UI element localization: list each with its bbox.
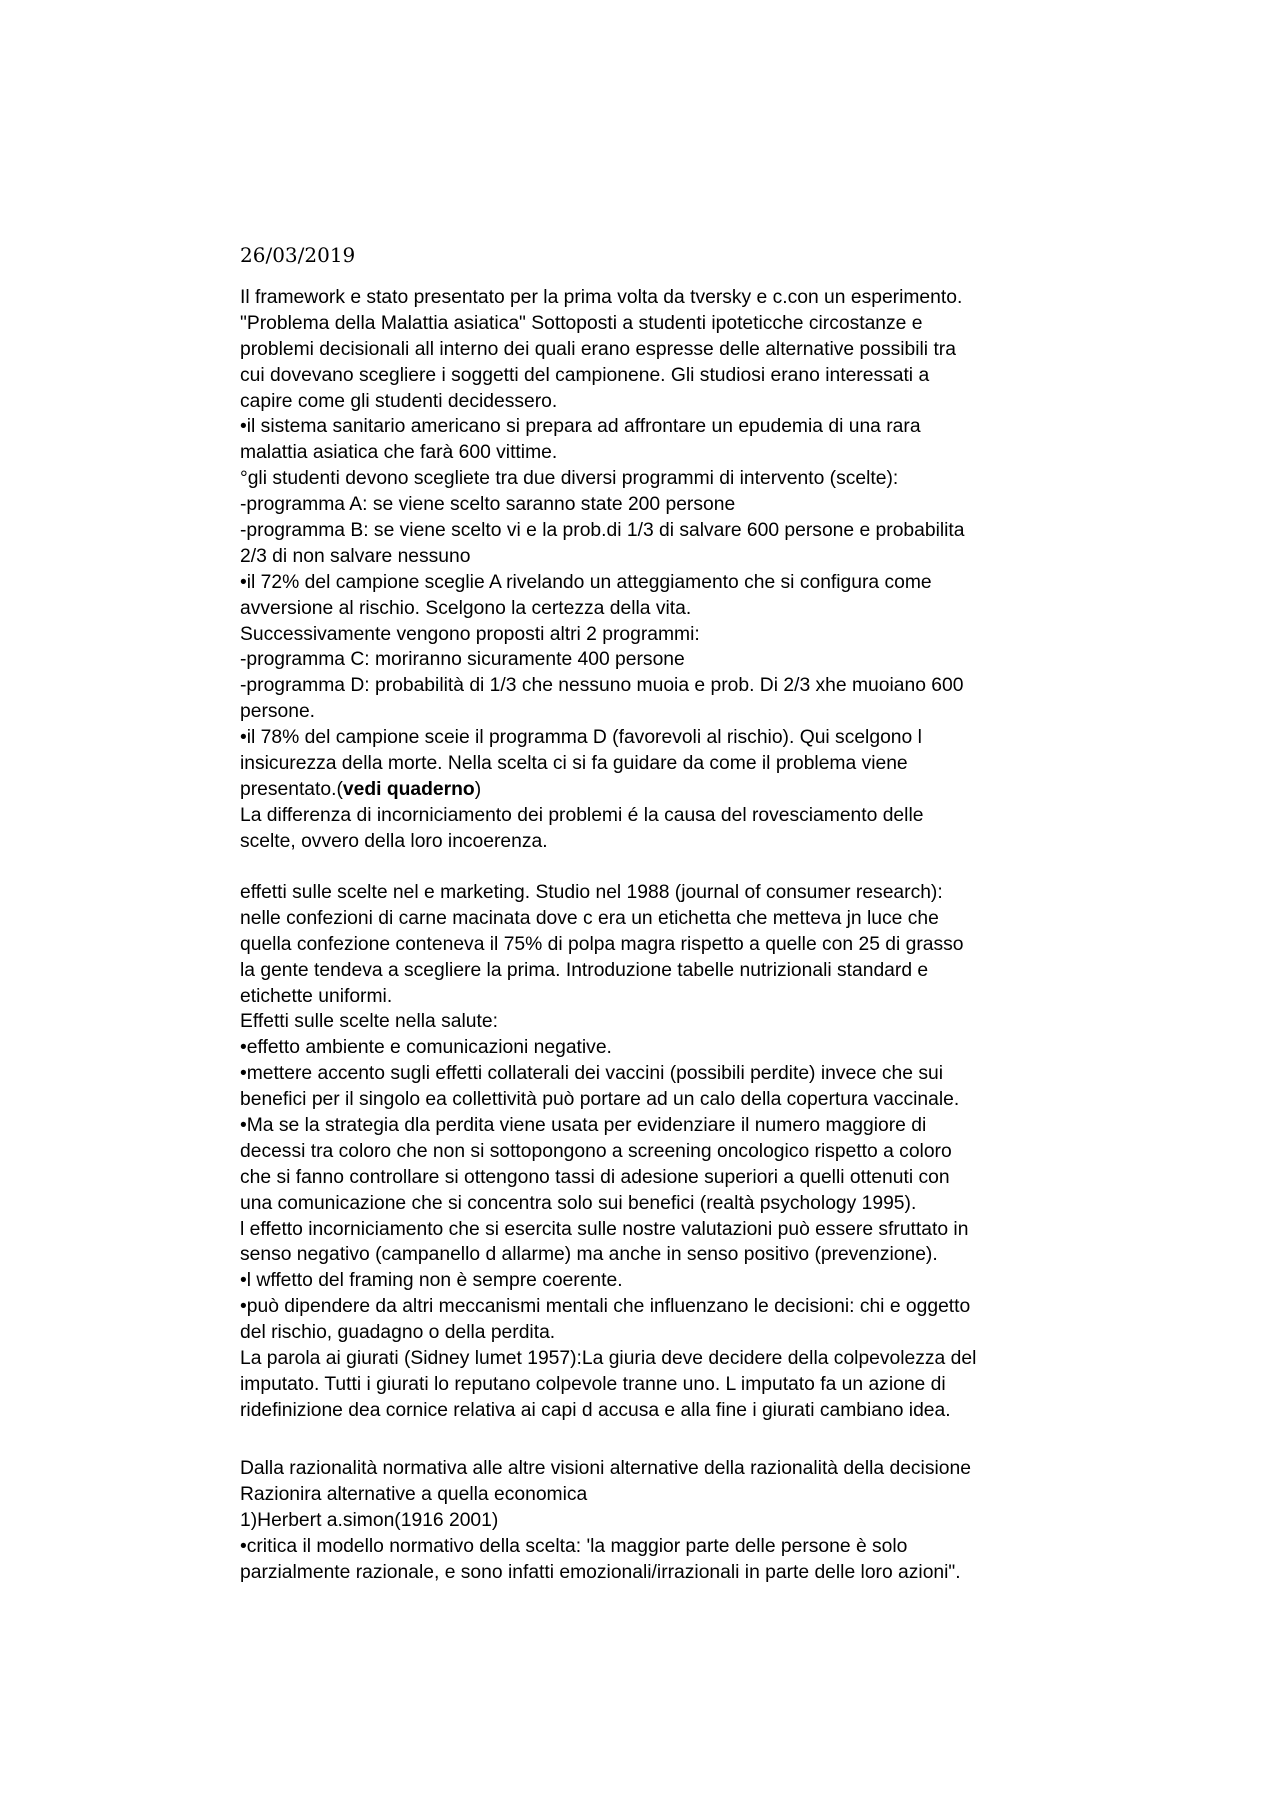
paragraph-marketing-health-effects [240,880,1120,1424]
text-line: 1)Herbert a.simon(1916 2001) [240,1509,499,1531]
text-line: del rischio, guadagno o della perdita. [240,1322,556,1344]
text-line: •mettere accento sugli effetti collaterali dei vaccini (possibili perdite) invece che sui [240,1063,944,1085]
text-line: malattia asiatica che farà 600 vittime. [240,442,558,464]
text-line: nelle confezioni di carne macinata dove c era un etichetta che metteva jn luce che [240,907,939,929]
text-line: avversione al rischio. Scelgono la certezza della vita. [240,597,692,619]
text-line: etichette uniformi. [240,985,393,1007]
text-line: persone. [240,701,316,723]
text-line: problemi decisionali all interno dei quali erano espresse delle alternative possibili tra [240,338,956,360]
text-line: che si fanno controllare si ottengono tassi di adesione superiori a quelli ottenuti con [240,1166,950,1188]
text-line: parzialmente razionale, e sono infatti emozionali/irrazionali in parte delle loro azioni". [240,1561,961,1583]
text-line: benefici per il singolo ea collettività può portare ad un calo della copertura vaccinale. [240,1089,960,1111]
bold-note: vedi quaderno [342,778,475,800]
text-line: •il 78% del campione sceie il programma D (favorevoli al rischio). Qui scelgono l [240,727,922,749]
text-line: insicurezza della morte. Nella scelta ci si fa guidare da come il problema viene [240,753,908,775]
text-line: La parola ai giurati (Sidney lumet 1957):La giuria deve decidere della colpevolezza del [240,1348,977,1370]
text-line: Dalla razionalità normativa alle altre visioni alternative della razionalità della decisione [240,1458,971,1479]
text-line: -programma C: moriranno sicuramente 400 persone [240,649,685,671]
text-line: La differenza di incorniciamento dei problemi é la causa del rovesciamento delle [240,804,924,826]
text-line: decessi tra coloro che non si sottopongono a screening oncologico rispetto a coloro [240,1140,952,1162]
text-line: quella confezione conteneva il 75% di polpa magra rispetto a quelle con 25 di grasso [240,933,964,955]
text-line: scelte, ovvero della loro incoerenza. [240,830,548,852]
inline-text: ) [474,778,482,800]
text-line: senso negativo (campanello d allarme) ma anche in senso positivo (prevenzione). [240,1244,938,1266]
text-line: -programma A: se viene scelto saranno state 200 persone [240,494,736,516]
text-line: imputato. Tutti i giurati lo reputano colpevole tranne uno. L imputato fa un azione di [240,1373,946,1395]
text-line: l effetto incorniciamento che si esercita sulle nostre valutazioni può essere sfruttato in [240,1218,969,1240]
text-line: -programma B: se viene scelto vi e la prob.di 1/3 di salvare 600 persone e probabilita [240,520,965,542]
text-line: Effetti sulle scelte nella salute: [240,1011,498,1033]
text-line: ridefinizione dea cornice relativa ai capi d accusa e alla fine i giurati cambiano idea. [240,1399,951,1421]
text-line: •Ma se la strategia dla perdita viene usata per evidenziare il numero maggiore di [240,1115,927,1137]
text-line: •effetto ambiente e comunicazioni negative. [240,1037,612,1059]
text-line: •può dipendere da altri meccanismi mentali che influenzano le decisioni: chi e oggetto [240,1296,971,1318]
inline-text: presentato.( [240,778,343,800]
text-line: "Problema della Malattia asiatica" Sottoposti a studenti ipoteticche circostanze e [240,312,923,334]
text-line: °gli studenti devono scegliete tra due diversi programmi di intervento (scelte): [240,468,899,490]
text-line: •il sistema sanitario americano si prepara ad affrontare un epudemia di una rara [240,416,921,438]
text-line: cui dovevano scegliere i soggetti del campionene. Gli studiosi erano interessati a [240,364,930,386]
text-line: Il framework e stato presentato per la prima volta da tversky e c.con un esperimento. [240,287,963,308]
paragraph-framework-experiment [240,285,1120,855]
text-line: effetti sulle scelte nel e marketing. Studio nel 1988 (journal of consumer research): [240,882,943,903]
text-line-presented [240,777,1120,803]
text-line: •critica il modello normativo della scelta: 'la maggior parte delle persone è solo [240,1535,908,1557]
text-line: Razionira alternative a quella economica [240,1483,588,1505]
text-line: •il 72% del campione sceglie A rivelando un atteggiamento che si configura come [240,571,932,593]
document-date: 26/03/2019 [240,243,356,267]
text-line: una comunicazione che si concentra solo sui benefici (realtà psychology 1995). [240,1192,917,1214]
text-line: capire come gli studenti decidessero. [240,390,558,412]
text-line: Successivamente vengono proposti altri 2 programmi: [240,623,700,645]
text-line: -programma D: probabilità di 1/3 che nessuno muoia e prob. Di 2/3 xhe muoiano 600 [240,675,964,697]
paragraph-rationality [240,1456,1120,1585]
text-line: 2/3 di non salvare nessuno [240,545,471,567]
text-line: la gente tendeva a scegliere la prima. Introduzione tabelle nutrizionali standard e [240,959,929,981]
text-line: •l wffetto del framing non è sempre coerente. [240,1270,623,1292]
